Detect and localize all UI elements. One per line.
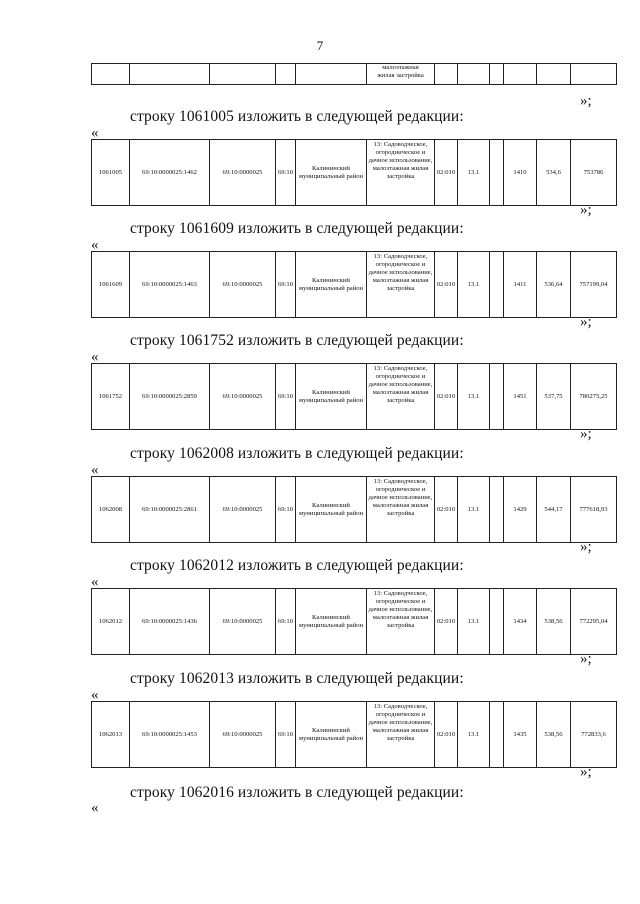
record-id-cell: 1062008 [92, 477, 130, 543]
record-table [91, 251, 617, 318]
open-quote: « [91, 687, 99, 703]
value-cell: 772833,6 [571, 702, 617, 768]
value-cell: 777618,93 [571, 477, 617, 543]
record-table [91, 363, 617, 430]
table-cell [435, 64, 458, 85]
group-code-cell: 02:010 [435, 252, 458, 318]
municipality-cell: Калининский муниципальный район [296, 364, 367, 430]
row-instruction: строку 1062012 изложить в следующей редакции: [130, 557, 464, 574]
table-cell [571, 64, 617, 85]
quarter-cell: 69:10:0000025 [210, 140, 276, 206]
group-code-cell: 02:010 [435, 364, 458, 430]
table-row [92, 477, 617, 543]
rate-cell: 537,75 [537, 364, 571, 430]
area-cell: 1435 [504, 702, 537, 768]
municipality-cell: Калининский муниципальный район [296, 589, 367, 655]
district-code-cell: 69:10 [276, 140, 296, 206]
table-cell [504, 64, 537, 85]
empty-cell [490, 252, 504, 318]
district-code-cell: 69:10 [276, 477, 296, 543]
table-cell [537, 64, 571, 85]
close-quote: »; [580, 539, 592, 555]
purpose-text: 13: Садоводческое, огородническое и дачное использование, малоэтажная жилая застройка [368, 703, 433, 742]
purpose-cell [367, 702, 435, 768]
rate-cell: 538,56 [537, 702, 571, 768]
municipality-cell: Калининский муниципальный район [296, 252, 367, 318]
purpose-cell [367, 140, 435, 206]
table-row [92, 702, 617, 768]
purpose-cell: малоэтажная жилая застройка [367, 64, 435, 85]
subgroup-cell: 13.1 [458, 702, 490, 768]
area-cell: 1434 [504, 589, 537, 655]
cadastral-number-cell: 69:10:0000025:1453 [130, 702, 210, 768]
municipality-cell: Калининский муниципальный район [296, 140, 367, 206]
table-row [92, 140, 617, 206]
empty-cell [490, 364, 504, 430]
district-code-cell: 69:10 [276, 702, 296, 768]
row-instruction: строку 1061752 изложить в следующей редакции: [130, 332, 464, 349]
open-quote: « [91, 462, 99, 478]
district-code-cell: 69:10 [276, 252, 296, 318]
record-id-cell: 1061005 [92, 140, 130, 206]
open-quote: « [91, 125, 99, 141]
table-cell [490, 64, 504, 85]
quarter-cell: 69:10:0000025 [210, 364, 276, 430]
close-quote: »; [580, 764, 592, 780]
area-cell: 1411 [504, 252, 537, 318]
district-code-cell: 69:10 [276, 589, 296, 655]
record-table [91, 588, 617, 655]
row-instruction: строку 1062008 изложить в следующей редакции: [130, 445, 464, 462]
cadastral-number-cell: 69:10:0000025:1462 [130, 140, 210, 206]
subgroup-cell: 13.1 [458, 140, 490, 206]
final-open-quote: « [91, 800, 99, 816]
empty-cell [490, 477, 504, 543]
table-row [92, 364, 617, 430]
purpose-cell [367, 364, 435, 430]
quarter-cell: 69:10:0000025 [210, 477, 276, 543]
table-cell [210, 64, 276, 85]
close-quote: »; [580, 202, 592, 218]
close-quote: »; [580, 93, 592, 109]
quarter-cell: 69:10:0000025 [210, 252, 276, 318]
purpose-text: 13: Садоводческое, огородническое и дачное использование, малоэтажная жилая застройка [368, 141, 433, 180]
open-quote: « [91, 349, 99, 365]
cadastral-number-cell: 69:10:0000025:2859 [130, 364, 210, 430]
purpose-text: 13: Садоводческое, огородническое и дачное использование, малоэтажная жилая застройка [368, 478, 433, 517]
table-cell [130, 64, 210, 85]
empty-cell [490, 140, 504, 206]
rate-cell: 536,64 [537, 252, 571, 318]
quarter-cell: 69:10:0000025 [210, 589, 276, 655]
group-code-cell: 02:010 [435, 702, 458, 768]
purpose-text: 13: Садоводческое, огородническое и дачное использование, малоэтажная жилая застройка [368, 253, 433, 292]
rate-cell: 538,56 [537, 589, 571, 655]
table-cell [296, 64, 367, 85]
area-cell: 1429 [504, 477, 537, 543]
record-id-cell: 1062013 [92, 702, 130, 768]
municipality-cell: Калининский муниципальный район [296, 477, 367, 543]
rate-cell: 544,17 [537, 477, 571, 543]
value-cell: 753786 [571, 140, 617, 206]
row-instruction: строку 1061609 изложить в следующей редакции: [130, 220, 464, 237]
cadastral-number-cell: 69:10:0000025:1436 [130, 589, 210, 655]
purpose-text: 13: Садоводческое, огородническое и дачное использование, малоэтажная жилая застройка [368, 365, 433, 404]
row-instruction: строку 1062013 изложить в следующей редакции: [130, 670, 464, 687]
close-quote: »; [580, 651, 592, 667]
cadastral-number-cell: 69:10:0000025:2861 [130, 477, 210, 543]
value-cell: 757199,04 [571, 252, 617, 318]
top-fragment-table [91, 63, 617, 85]
close-quote: »; [580, 314, 592, 330]
group-code-cell: 02:010 [435, 140, 458, 206]
group-code-cell: 02:010 [435, 477, 458, 543]
subgroup-cell: 13.1 [458, 477, 490, 543]
cadastral-number-cell: 69:10:0000025:1463 [130, 252, 210, 318]
record-table [91, 476, 617, 543]
table-row [92, 589, 617, 655]
table-cell [276, 64, 296, 85]
area-cell: 1451 [504, 364, 537, 430]
open-quote: « [91, 574, 99, 590]
area-cell: 1410 [504, 140, 537, 206]
subgroup-cell: 13.1 [458, 364, 490, 430]
page-number: 7 [316, 38, 324, 53]
record-table [91, 139, 617, 206]
purpose-cell [367, 589, 435, 655]
table-row [92, 252, 617, 318]
purpose-text: 13: Садоводческое, огородническое и дачное использование, малоэтажная жилая застройка [368, 590, 433, 629]
final-instruction: строку 1062016 изложить в следующей редакции: [130, 784, 464, 801]
close-quote: »; [580, 426, 592, 442]
record-id-cell: 1061752 [92, 364, 130, 430]
table-cell [458, 64, 490, 85]
subgroup-cell: 13.1 [458, 252, 490, 318]
rate-cell: 534,6 [537, 140, 571, 206]
record-id-cell: 1062012 [92, 589, 130, 655]
row-instruction: строку 1061005 изложить в следующей редакции: [130, 108, 464, 125]
open-quote: « [91, 237, 99, 253]
group-code-cell: 02:010 [435, 589, 458, 655]
subgroup-cell: 13.1 [458, 589, 490, 655]
record-id-cell: 1061609 [92, 252, 130, 318]
municipality-cell: Калининский муниципальный район [296, 702, 367, 768]
district-code-cell: 69:10 [276, 364, 296, 430]
record-table [91, 701, 617, 768]
quarter-cell: 69:10:0000025 [210, 702, 276, 768]
purpose-cell [367, 252, 435, 318]
value-cell: 780275,25 [571, 364, 617, 430]
purpose-cell [367, 477, 435, 543]
empty-cell [490, 702, 504, 768]
empty-cell [490, 589, 504, 655]
table-cell [92, 64, 130, 85]
value-cell: 772295,04 [571, 589, 617, 655]
